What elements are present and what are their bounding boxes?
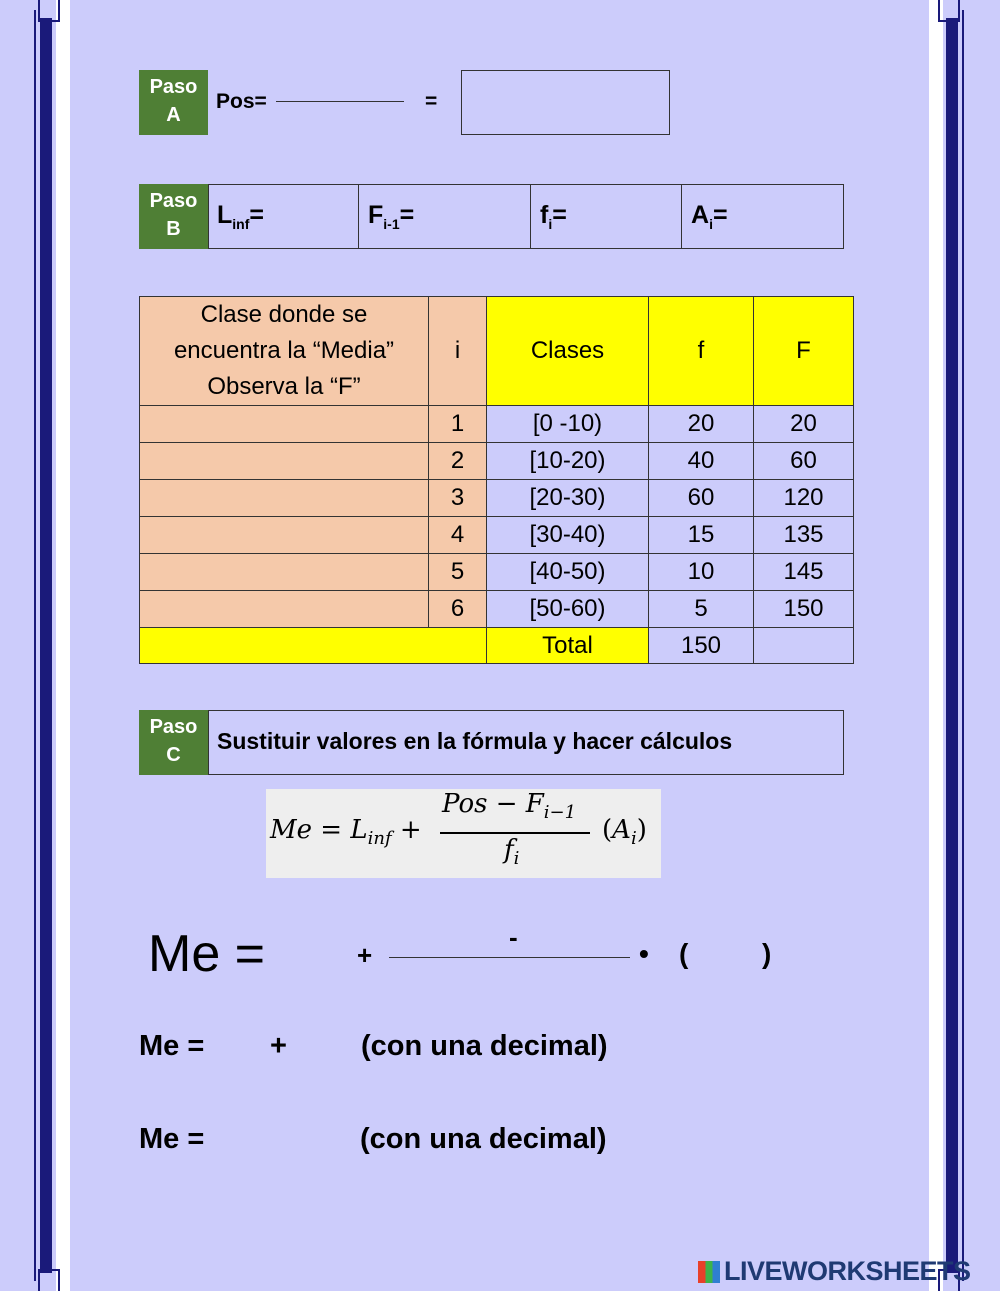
cell-f: 40 xyxy=(649,443,754,480)
answer-cell[interactable] xyxy=(140,480,429,517)
header-f: f xyxy=(649,297,754,406)
me-line2-plus: + xyxy=(270,1030,287,1062)
cell-F: 120 xyxy=(754,480,854,517)
me-line1-plus: + xyxy=(357,940,373,970)
pos-equals: = xyxy=(425,90,438,113)
cell-F: 60 xyxy=(754,443,854,480)
pos-blank-line[interactable] xyxy=(276,101,404,102)
median-formula xyxy=(266,789,661,878)
corner-ornament xyxy=(938,0,960,22)
table-row xyxy=(140,554,854,591)
cell-F: 145 xyxy=(754,554,854,591)
cell-i: 3 xyxy=(429,480,487,517)
header-i: i xyxy=(429,297,487,406)
paso-b-badge xyxy=(139,184,208,249)
formula-factor: $(A_i)$ xyxy=(602,815,647,850)
cell-clase: [0 -10) xyxy=(487,406,649,443)
cell-clase: [30-40) xyxy=(487,517,649,554)
cell-clase: [50-60) xyxy=(487,591,649,628)
paso-a-letter: A xyxy=(166,104,181,126)
answer-cell[interactable] xyxy=(140,406,429,443)
cell-f: 60 xyxy=(649,480,754,517)
cell-F: 150 xyxy=(754,591,854,628)
liveworksheets-logo-icon xyxy=(698,1261,720,1283)
pos-answer-box[interactable] xyxy=(461,70,670,135)
table-row xyxy=(140,406,854,443)
me-big-label: Me = xyxy=(148,925,266,983)
cell-f: 10 xyxy=(649,554,754,591)
cell-i: 4 xyxy=(429,517,487,554)
table-row xyxy=(140,517,854,554)
me-line3-note: (con una decimal) xyxy=(360,1123,607,1155)
table-row xyxy=(140,591,854,628)
liveworksheets-logo[interactable]: LIVEWORKSHEETS xyxy=(698,1256,971,1287)
formula-denominator: $f_i$ xyxy=(504,835,520,870)
border-line-right xyxy=(962,10,964,1281)
cell-F: 135 xyxy=(754,517,854,554)
formula-lhs: $Me = L_{inf}$ + xyxy=(270,815,422,850)
cell-i: 2 xyxy=(429,443,487,480)
formula-fraction-bar xyxy=(440,832,590,834)
me-line1-open-paren: ( xyxy=(679,938,689,969)
paso-a-badge xyxy=(139,70,208,135)
pos-label: Pos= xyxy=(216,90,267,113)
cell-f: 5 xyxy=(649,591,754,628)
total-F[interactable] xyxy=(754,628,854,664)
me-line2-note: (con una decimal) xyxy=(361,1030,608,1062)
answer-cell[interactable] xyxy=(140,443,429,480)
cell-clase: [40-50) xyxy=(487,554,649,591)
answer-cell[interactable] xyxy=(140,554,429,591)
answer-cell[interactable] xyxy=(140,591,429,628)
me-line3-label: Me = xyxy=(139,1123,205,1155)
table-total-row xyxy=(140,628,854,664)
cell-clase: [10-20) xyxy=(487,443,649,480)
l-inf-cell[interactable] xyxy=(208,184,359,249)
cell-f: 15 xyxy=(649,517,754,554)
table-row xyxy=(140,480,854,517)
a-i-cell[interactable] xyxy=(681,184,844,249)
header-clases: Clases xyxy=(487,297,649,406)
frequency-table xyxy=(139,296,854,664)
total-blank xyxy=(140,628,487,664)
paso-b-word: Paso xyxy=(149,190,198,212)
corner-ornament xyxy=(38,0,60,22)
me-line1-dot: • xyxy=(639,938,649,969)
cell-i: 6 xyxy=(429,591,487,628)
paso-b-letter: B xyxy=(166,218,181,240)
a-i-label: $A_i=$ xyxy=(691,201,728,232)
border-bar-left xyxy=(40,18,52,1273)
cell-clase: [20-30) xyxy=(487,480,649,517)
table-header-row xyxy=(140,297,854,406)
me-line1-close-paren: ) xyxy=(762,938,772,969)
paso-c-instruction: Sustituir valores en la fórmula y hacer cálculos xyxy=(217,728,733,754)
cell-F: 20 xyxy=(754,406,854,443)
me-line1-fraction-bar xyxy=(389,957,630,958)
border-line-left xyxy=(34,10,36,1281)
border-bar-right xyxy=(946,18,958,1273)
me-line1-minus: - xyxy=(509,922,518,952)
paso-a-word: Paso xyxy=(149,76,198,98)
header-clase-donde: Clase donde se encuentra la “Media” Observa la “F” xyxy=(140,297,429,406)
border-strip-left xyxy=(56,0,70,1291)
header-F: F xyxy=(754,297,854,406)
paso-c-badge xyxy=(139,710,208,775)
paso-c-instruction-box xyxy=(208,710,844,775)
l-inf-label: $L_{inf}=$ xyxy=(217,201,264,232)
f-i-label: $f_i=$ xyxy=(540,201,567,232)
f-i-cell[interactable] xyxy=(530,184,682,249)
corner-ornament xyxy=(38,1269,60,1291)
cell-i: 1 xyxy=(429,406,487,443)
table-row xyxy=(140,443,854,480)
paso-c-word: Paso xyxy=(149,716,198,738)
border-strip-right xyxy=(929,0,943,1291)
f-prev-label: $F_{i-1}=$ xyxy=(368,201,415,232)
formula-numerator: Pos − $F_{i-1}$ xyxy=(442,789,577,824)
f-prev-cell[interactable] xyxy=(358,184,531,249)
paso-c-letter: C xyxy=(166,744,181,766)
cell-f: 20 xyxy=(649,406,754,443)
total-f: 150 xyxy=(649,628,754,664)
answer-cell[interactable] xyxy=(140,517,429,554)
total-label: Total xyxy=(487,628,649,664)
me-line2-label: Me = xyxy=(139,1030,205,1062)
cell-i: 5 xyxy=(429,554,487,591)
